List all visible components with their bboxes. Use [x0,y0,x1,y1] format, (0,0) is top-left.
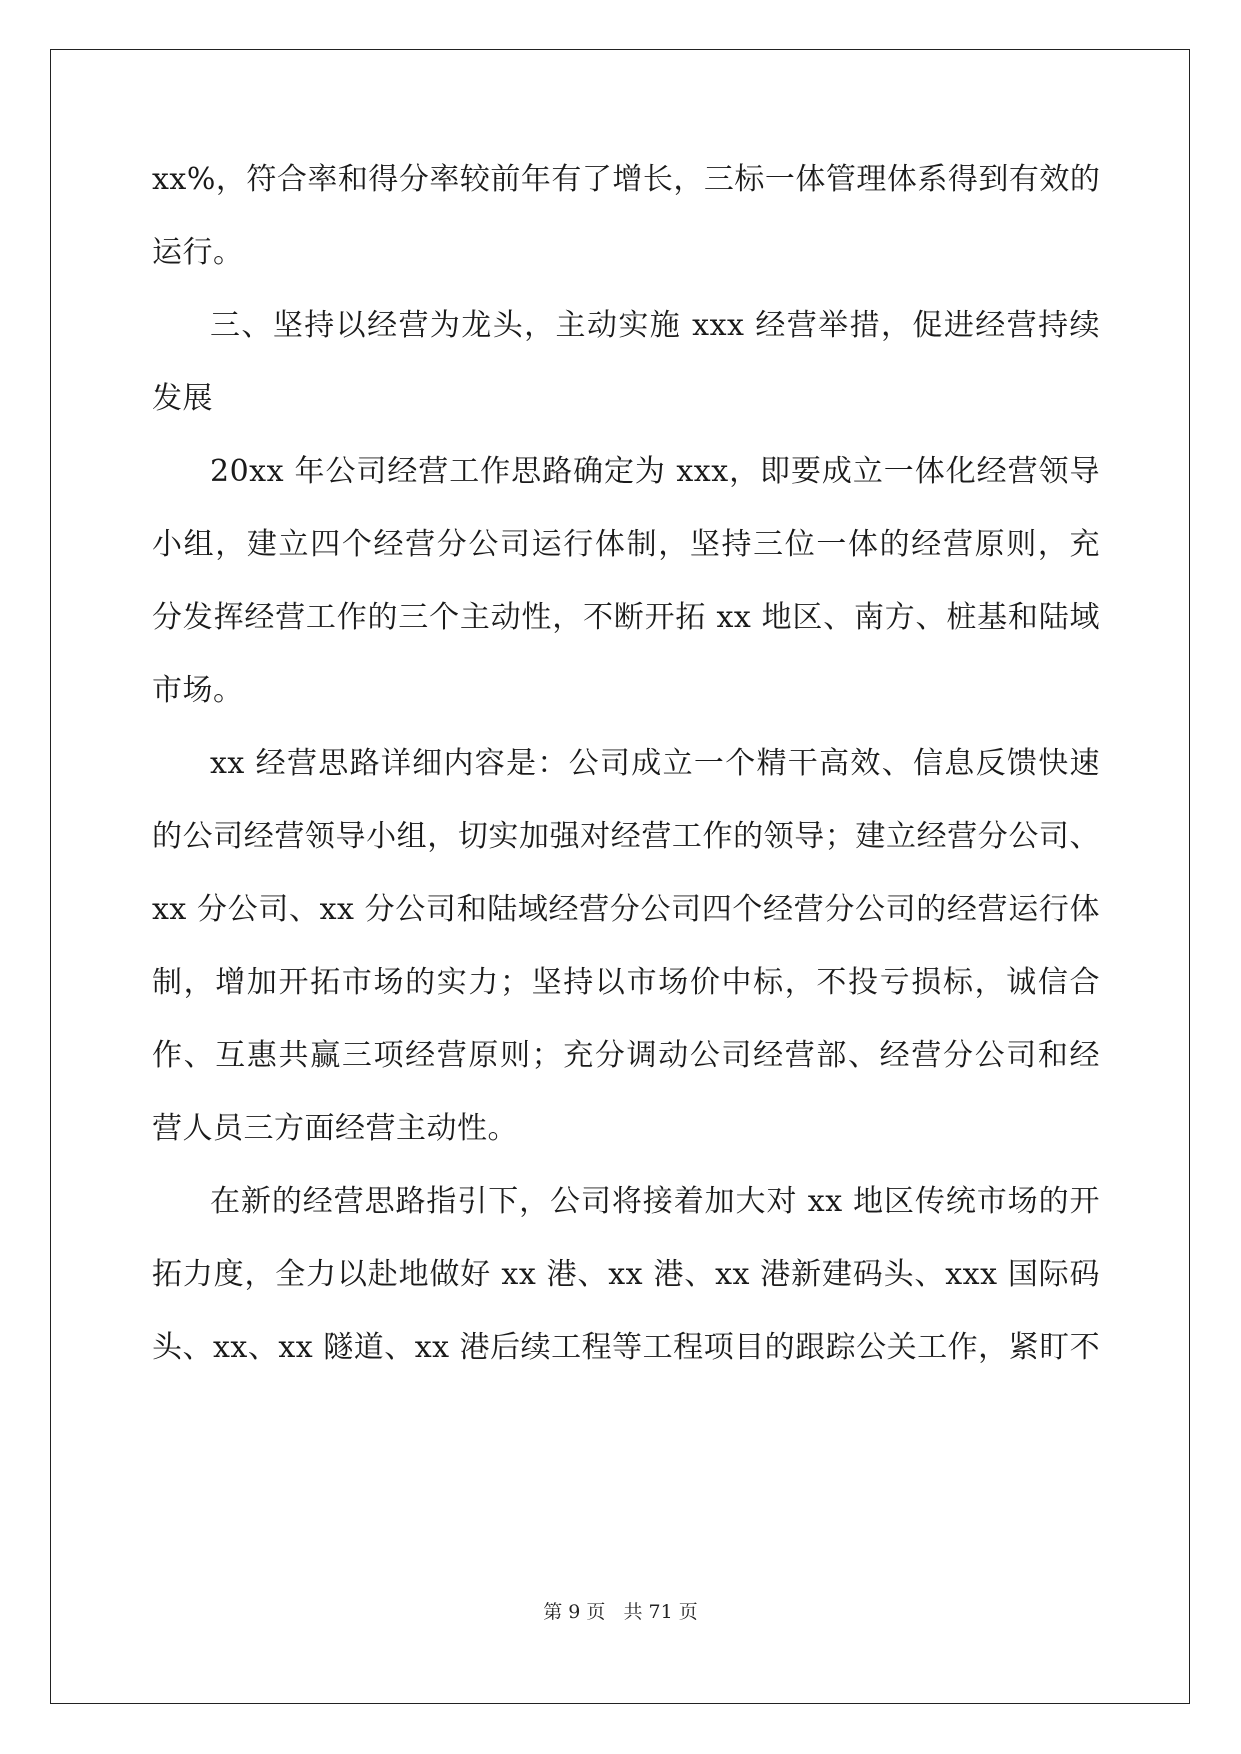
paragraph-line: 发展 [152,381,213,416]
paragraph-line: 拓力度，全力以赴地做好 xx 港、xx 港、xx 港新建码头、xxx 国际码 [152,1257,1100,1292]
paragraph-line: 市场。 [152,673,244,708]
paragraph-line: xx 分公司、xx 分公司和陆域经营分公司四个经营分公司的经营运行体 [152,892,1100,927]
page-footer [0,1597,1241,1624]
paragraph-line: 的公司经营领导小组，切实加强对经营工作的领导；建立经营分公司、 [152,819,1100,854]
paragraph-line: xx%，符合率和得分率较前年有了增长，三标一体管理体系得到有效的 [152,162,1101,197]
page-total: 共 71 页 [623,1601,698,1623]
paragraph-line: 运行。 [152,235,244,270]
paragraph-line: 小组，建立四个经营分公司运行体制，坚持三位一体的经营原则，充 [152,527,1100,562]
paragraph-line: 头、xx、xx 隧道、xx 港后续工程等工程项目的跟踪公关工作，紧盯不 [152,1330,1101,1365]
paragraph-line: 20xx 年公司经营工作思路确定为 xxx，即要成立一体化经营领导 [210,454,1100,489]
paragraph-line: 在新的经营思路指引下，公司将接着加大对 xx 地区传统市场的开 [210,1184,1100,1219]
paragraph-line: 分发挥经营工作的三个主动性，不断开拓 xx 地区、南方、桩基和陆域 [152,600,1100,635]
paragraph-line: 三、坚持以经营为龙头，主动实施 xxx 经营举措，促进经营持续 [210,308,1100,343]
page-number: 第 9 页 [543,1601,606,1623]
page-border [50,49,1190,1704]
paragraph-line: 制，增加开拓市场的实力；坚持以市场价中标，不投亏损标，诚信合 [152,965,1100,1000]
paragraph-line: xx 经营思路详细内容是：公司成立一个精干高效、信息反馈快速 [210,746,1100,781]
paragraph-line: 作、互惠共赢三项经营原则；充分调动公司经营部、经营分公司和经 [152,1038,1100,1073]
paragraph-line: 营人员三方面经营主动性。 [152,1111,518,1146]
